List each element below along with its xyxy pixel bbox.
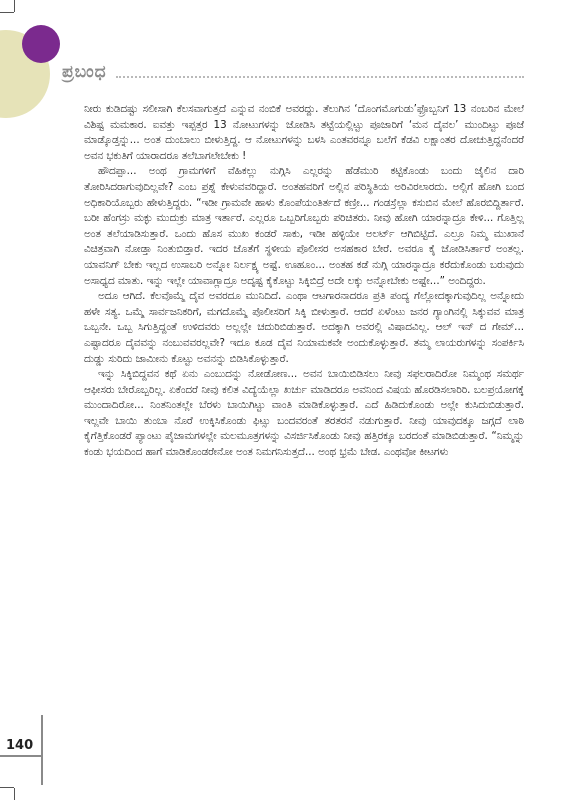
- page-number: 140: [6, 738, 34, 753]
- page-number-underline: [0, 755, 41, 757]
- crop-mark-top-left-h: [0, 12, 14, 13]
- header-dotted-rule: [116, 76, 524, 78]
- crop-mark-bottom-left-v: [14, 788, 15, 800]
- header-decoration-circle-small: [22, 25, 60, 63]
- section-title: ಪ್ರಬಂಧ: [62, 62, 107, 82]
- crop-mark-bottom-left-h: [0, 787, 14, 788]
- paragraph: ಅದೂ ಆಗಿದೆ. ಕೆಲವೊಮ್ಮೆ ದೈವ ಅವರದೂ ಮುನಿದಿದೆ. ಎಂಥಾ ಆಟಗಾರನಾದರೂ ಪ್ರತಿ ಪಂದ್ಯ ಗೆಲ್ಲೋದಕ್ಕಾಗುವುದಿಲ್ಲ ಅನ್ನೋದು ಹಳೇ ಸತ್ಯ. ಒಮ್ಮೆ ಸಾರ್ವಜನಿಕರಿಗೆ, ಮಗದೊಮ್ಮೆ ಪೊಲೀಸರಿಗೆ ಸಿಕ್ಕಿ ಬೀಳುತ್ತಾರೆ. ಆದರೆ ಏಳೆಂಟು ಜನರ ಗ್ಯಾಂಗಿನಲ್ಲಿ ಸಿಕ್ಕುವವ ಮಾತ್ರ ಒಬ್ಬನೇ. ಒಬ್ಬ ಸಿಗುತ್ತಿದ್ದಂತೆ ಉಳಿದವರು ಅಲ್ಲಲ್ಲೇ ಚದುರಿಬಿಡುತ್ತಾರೆ. ಅದಕ್ಕಾಗಿ ಅವರಲ್ಲಿ ವಿಷಾದವಿಲ್ಲ. ಆಲ್ ಇನ್ ದ ಗೇಮ್... ಎಷ್ಟಾದರೂ ದೈವವನ್ನು ನಂಬುವವರಲ್ಲವೇ? ಇದೂ ಕೂಡ ದೈವ ನಿಯಾಮಕವೇ ಅಂದುಕೊಳ್ಳುತ್ತಾರೆ. ತಮ್ಮ ಲಾಯರುಗಳನ್ನು ಸಂಪರ್ಕಿಸಿ ದುಡ್ಡು ಸುರಿದು ಜಾಮೀನು ಕೊಟ್ಟು ಅವನನ್ನು ಬಿಡಿಸಿಕೊಳ್ಳುತ್ತಾರೆ.: [84, 290, 524, 365]
- footer-side-rule: [41, 715, 43, 785]
- paragraph: ಇನ್ನು ಸಿಕ್ಕಿಬಿದ್ದವನ ಕಥೆ ಏನು ಎಂಬುದನ್ನು ನೋಡೋಣ... ಅವನ ಬಾಯಿಬಿಡಿಸಲು ನೀವು ಸಫಲರಾದಿರೋ ನಿಮ್ಮಂಥ ಸಮರ್ಥ ಆಫೀಸರು ಬೇರೊಬ್ಬರಿಲ್ಲ. ಏಕೆಂದರೆ ನೀವು ಕಲಿತ ವಿದ್ಯೆಯೆಲ್ಲಾ ಖರ್ಚು ಮಾಡಿದರೂ ಅವನಿಂದ ವಿಷಯ ಹೊರಡಿಸಲಾರಿರಿ. ಬಲಪ್ರಯೋಗಕ್ಕೆ ಮುಂದಾದಿರೋ... ನಿಂತನಿಂತಲ್ಲೇ ಬೆರಳು ಬಾಯಿಗಿಟ್ಟು ವಾಂತಿ ಮಾಡಿಕೊಳ್ಳುತ್ತಾರೆ. ಎದೆ ಹಿಡಿದುಕೊಂಡು ಅಲ್ಲೇ ಕುಸಿದುಬಿಡುತ್ತಾರೆ. ಇಲ್ಲವೇ ಬಾಯಿ ತುಂಬಾ ನೊರೆ ಉಕ್ಕಿಸಿಕೊಂಡು ಫಿಟ್ಸು ಬಂದವರಂತೆ ತರತರನೆ ನಡುಗುತ್ತಾರೆ. ನೀವು ಯಾವುದಕ್ಕೂ ಜಗ್ಗದೆ ಲಾಠಿ ಕೈಗೆತ್ತಿಕೊಂಡರೆ ಪ್ಯಾಂಟು ಪೈಜಾಮಗಳಲ್ಲೇ ಮಲಮೂತ್ರಗಳನ್ನು ವಿಸರ್ಜಿಸಿಕೊಂಡು ನೀವು ಹತ್ತಿರಕ್ಕೂ ಬರದಂತೆ ಮಾಡಿಬಿಡುತ್ತಾರೆ. “ನಿಮ್ಮನ್ನು ಕಂಡು ಭಯದಿಂದ ಹಾಗೆ ಮಾಡಿಕೊಂಡರೇನೋ ಅಂತ ನಿಮಗನಿಸುತ್ತದೆ... ಅಂಥ ಭ್ರಮೆ ಬೇಡ. ಎಂಥವೋ ಕೀಟಗಳು: [84, 368, 524, 459]
- paragraph: ಹೌದಪ್ಪಾ... ಅಂಥ ಗ್ರಾಮಗಳಿಗೆ ವೆಹಿಕಲ್ಲು ನುಗ್ಗಿಸಿ ಎಲ್ಲರನ್ನು ಹೆಡೆಮುರಿ ಕಟ್ಟಿಕೊಂಡು ಬಂದು ಜೈಲಿನ ದಾರಿ ತೋರಿಸಿದರಾಗುವುದಿಲ್ಲವೇ? ಎಂಬ ಪ್ರಶ್ನೆ ಕೇಳುವವರಿದ್ದಾರೆ. ಅಂತಹವರಿಗೆ ಅಲ್ಲಿನ ಪರಿಸ್ಥಿತಿಯ ಅರಿವಿರಲಾರದು. ಅಲ್ಲಿಗೆ ಹೋಗಿ ಬಂದ ಅಧಿಕಾರಿಯೊಬ್ಬರು ಹೇಳುತ್ತಿದ್ದರು. “ಇಡೀ ಗ್ರಾಮವೇ ಹಾಳು ಕೊಂಪೆಯಂತಿರ್ತದೆ ಕಣ್ರೀ... ಗಂಡಸ್ರೆಲ್ಲಾ ಕಸುಬಿನ ಮೇಲೆ ಹೊರಬಿದ್ದಿರ್ತಾರೆ. ಬರೀ ಹೆಂಗಸ್ರು ಮಕ್ಳು ಮುದುಕ್ರು ಮಾತ್ರ ಇರ್ತಾರೆ. ಎಲ್ಲರೂ ಒಬ್ಬರಿಗೊಬ್ಬರು ಪರಿಚಿತರು. ನೀವು ಹೋಗಿ ಯಾರನ್ನಾದ್ರೂ ಕೇಳಿ... ಗೊತ್ತಿಲ್ಲ ಅಂತ ತಲೆಯಾಡಿಸುತ್ತಾರೆ. ಒಂದು ಹೊಸ ಮುಖ ಕಂಡರೆ ಸಾಕು, ಇಡೀ ಹಳ್ಳಿಯೇ ಅಲರ್ಟ್ ಆಗಿಬಿಟ್ಟಿದೆ. ಎಲ್ರೂ ನಿಮ್ಮ ಮುಖಾನೆ ವಿಚಿತ್ರವಾಗಿ ನೋಡ್ತಾ ನಿಂತುಬಿಡ್ತಾರೆ. ಇದರ ಜೊತೆಗೆ ಸ್ಥಳೀಯ ಪೊಲೀಸರ ಅಸಹಕಾರ ಬೇರೆ. ಅವರೂ ಕೈ ಜೋಡಿಸಿರ್ತಾರೆ ಅಂತಲ್ಲ. ಯಾವನಿಗ್ ಬೇಕು ಇಲ್ಲದ ಉಸಾಬರಿ ಅನ್ನೋ ನಿರ್ಲಕ್ಷ್ಯ ಅಷ್ಟೆ. ಊಹೂಂ... ಅಂತಹ ಕಡೆ ನುಗ್ಗಿ ಯಾರನ್ನಾದ್ರೂ ಕರೆದುಕೊಂಡು ಬರುವುದು ಅಸಾಧ್ಯದ ಮಾತು. ಇನ್ನು ಇಲ್ಲೇ ಯಾವಾಗ್ಲಾದ್ರೂ ಅದೃಷ್ಟ ಕೈಕೊಟ್ಟು ಸಿಕ್ಕಿಬಿದ್ರೆ ಅದೇ ಲಕ್ಕು ಅನ್ನೋಬೇಕು ಅಷ್ಟೇ...” ಅಂದಿದ್ದರು.: [84, 165, 524, 287]
- crop-mark-top-left-v: [14, 0, 15, 12]
- paragraph: ನೀರು ಕುಡಿದಷ್ಟು ಸಲೀಸಾಗಿ ಕೆಲಸವಾಗುತ್ತದೆ ಎನ್ನುವ ನಂಬಿಕೆ ಅವರದ್ದು. ತೆಲುಗಿನ ‘ದೊಂಗಮೊಗುಡು’ಫ್ರೊಬ್ಬನಿಗೆ 13 ನಂಬರಿನ ಮೇಲೆ ವಿಶಿಷ್ಟ ಮಮಕಾರ. ಐವತ್ತು ಇಪ್ಪತ್ತರ 13 ನೋಟುಗಳನ್ನು ಜೋಡಿಸಿ ತಟ್ಟೆಯಲ್ಲಿಟ್ಟು ಪೂಜಾರಿಗೆ ‘ಮನ ದೈವಲ’ ಮುಂದಿಟ್ಟು ಪೂಜೆ ಮಾಡ್ಕೊಡ್ತನ್ನು... ಅಂತ ದುಂಬಾಲು ಬೀಳುತ್ತಿದ್ದ. ಆ ನೋಟುಗಳನ್ನು ಬಳಸಿ ಎಂತವರನ್ನೂ ಬಲೆಗೆ ಕೆಡವಿ ಲಕ್ಷಾಂತರ ದೋಚುತ್ತಿದ್ದನೆಂದರೆ ಅವನ ಭಕುತಿಗೆ ಯಾರಾದರೂ ತಲೆಬಾಗಲೇಬೇಕು !: [84, 103, 524, 162]
- article-body: [84, 102, 524, 461]
